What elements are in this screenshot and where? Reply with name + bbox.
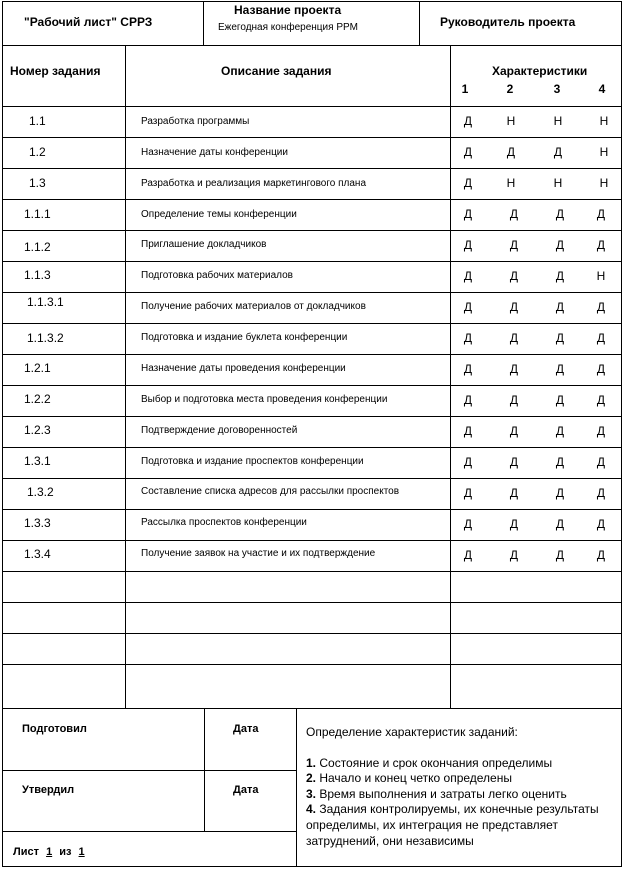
char-value: Д [509,331,519,345]
char-value: Д [509,517,519,531]
divider [2,602,622,603]
char-value: Д [596,393,606,407]
char-value: Д [555,362,565,376]
legend-item: 3. Время выполнения и затраты легко оценить [306,786,567,801]
char-value: Д [463,114,473,128]
char-value: Д [509,300,519,314]
approved-by-label: Утвердил [22,784,75,796]
sheet-of-label: из [59,846,72,858]
divider [2,323,622,324]
char-value: Д [555,486,565,500]
char-value: Д [555,207,565,221]
divider [2,292,622,293]
task-number: 1.1.3.2 [27,331,64,345]
task-description: Выбор и подготовка места проведения конференции [141,394,388,405]
char-value: Д [509,455,519,469]
char-value: Д [555,517,565,531]
char-value: Д [555,331,565,345]
char-value: Д [509,424,519,438]
char-value: Д [555,300,565,314]
char-value: Н [553,114,563,128]
divider [2,664,622,665]
legend-title: Определение характеристик заданий: [306,725,518,739]
sheet-total: 1 [78,846,85,858]
task-description: Приглашение докладчиков [141,239,267,250]
project-manager-label: Руководитель проекта [440,15,576,29]
project-name-label: Название проекта [234,3,342,17]
char-value: Д [596,517,606,531]
char-value: Д [555,269,565,283]
divider [296,708,297,867]
char-number: 2 [506,82,514,96]
divider [450,45,451,708]
task-description: Составление списка адресов для рассылки проспектов [141,486,400,497]
task-description-header: Описание задания [221,64,332,78]
char-value: Д [509,486,519,500]
divider [2,137,622,138]
char-number: 1 [461,82,469,96]
sheet-label: Лист [13,846,39,858]
char-value: Д [463,269,473,283]
char-value: Н [599,114,609,128]
task-description: Назначение даты конференции [141,147,288,158]
char-value: Д [463,145,473,159]
char-value: Д [509,362,519,376]
divider [2,45,622,46]
task-number: 1.2.1 [24,361,51,375]
char-value: Д [463,517,473,531]
char-value: Н [506,176,516,190]
char-value: Д [463,331,473,345]
project-name: Ежегодная конференция PPM [218,22,358,33]
characteristics-header: Характеристики [492,64,588,78]
task-number: 1.1 [29,114,46,128]
char-number: 3 [553,82,561,96]
char-value: Д [553,145,563,159]
task-number: 1.3.1 [24,454,51,468]
divider [2,571,622,572]
sheet-current: 1 [46,846,53,858]
task-number: 1.3.4 [24,547,51,561]
task-description: Подготовка и издание проспектов конференции [141,456,364,467]
task-number: 1.2.3 [24,423,51,437]
char-value: Д [463,207,473,221]
task-number: 1.2 [29,145,46,159]
char-value: Д [509,238,519,252]
task-description: Подготовка и издание буклета конференции [141,332,348,343]
char-value: Д [509,548,519,562]
char-value: Д [596,548,606,562]
char-value: Д [463,548,473,562]
char-value: Д [596,238,606,252]
char-value: Д [509,393,519,407]
divider [2,230,622,231]
task-description: Получение заявок на участие и их подтверждение [141,548,376,559]
legend-item: 2. Начало и конец четко определены [306,771,512,786]
char-value: Н [506,114,516,128]
char-value: Д [596,424,606,438]
char-value: Н [553,176,563,190]
task-number: 1.3 [29,176,46,190]
legend-item: 1. Состояние и срок окончания определимы [306,755,553,770]
task-number: 1.3.3 [24,516,51,530]
divider [2,708,622,709]
task-description: Разработка программы [141,116,250,127]
task-description: Рассылка проспектов конференции [141,517,307,528]
task-description: Разработка и реализация маркетингового плана [141,178,367,189]
task-description: Определение темы конференции [141,209,297,220]
divider [2,261,622,262]
divider [2,106,622,107]
task-number: 1.3.2 [27,485,54,499]
char-value: Д [463,300,473,314]
sheet-number [13,846,85,858]
legend-item: 4. Задания контролируемы, их конечные результаты определимы, их интеграция не представляет затруднений, они независимы [306,802,599,848]
divider [2,199,622,200]
char-value: Д [555,238,565,252]
divider [2,447,622,448]
worksheet-title: "Рабочий лист" СРРЗ [24,15,153,29]
task-description: Назначение даты проведения конференции [141,363,346,374]
task-number-header: Номер задания [10,64,101,78]
char-value: Д [555,393,565,407]
characteristics-legend [306,725,616,849]
divider [125,45,126,708]
task-description: Получение рабочих материалов от докладчиков [141,301,366,312]
char-number: 4 [598,82,606,96]
task-description: Подтверждение договоренностей [141,425,298,436]
char-value: Д [596,207,606,221]
divider [2,770,296,771]
char-value: Д [596,331,606,345]
char-value: Д [596,455,606,469]
task-number: 1.1.3.1 [27,295,64,309]
char-value: Н [596,269,606,283]
char-value: Д [463,455,473,469]
task-description: Подготовка рабочих материалов [141,270,293,281]
char-value: Д [555,455,565,469]
char-value: Д [463,393,473,407]
divider [2,540,622,541]
char-value: Д [463,424,473,438]
date-label: Дата [233,784,259,796]
divider [2,385,622,386]
char-value: Д [596,362,606,376]
divider [2,354,622,355]
char-value: Д [509,207,519,221]
char-value: Д [596,300,606,314]
date-label: Дата [233,723,259,735]
char-value: Д [463,362,473,376]
divider [203,1,204,45]
char-value: Н [599,176,609,190]
divider [419,1,420,45]
char-value: Д [596,486,606,500]
divider [2,509,622,510]
char-value: Д [463,238,473,252]
prepared-by-label: Подготовил [22,723,87,735]
char-value: Н [599,145,609,159]
task-number: 1.1.2 [24,240,51,254]
divider [2,633,622,634]
char-value: Д [555,548,565,562]
char-value: Д [506,145,516,159]
divider [2,416,622,417]
divider [2,831,296,832]
char-value: Д [509,269,519,283]
task-number: 1.2.2 [24,392,51,406]
char-value: Д [463,486,473,500]
divider [2,168,622,169]
task-number: 1.1.1 [24,207,51,221]
char-value: Д [463,176,473,190]
divider [2,478,622,479]
task-number: 1.1.3 [24,268,51,282]
char-value: Д [555,424,565,438]
